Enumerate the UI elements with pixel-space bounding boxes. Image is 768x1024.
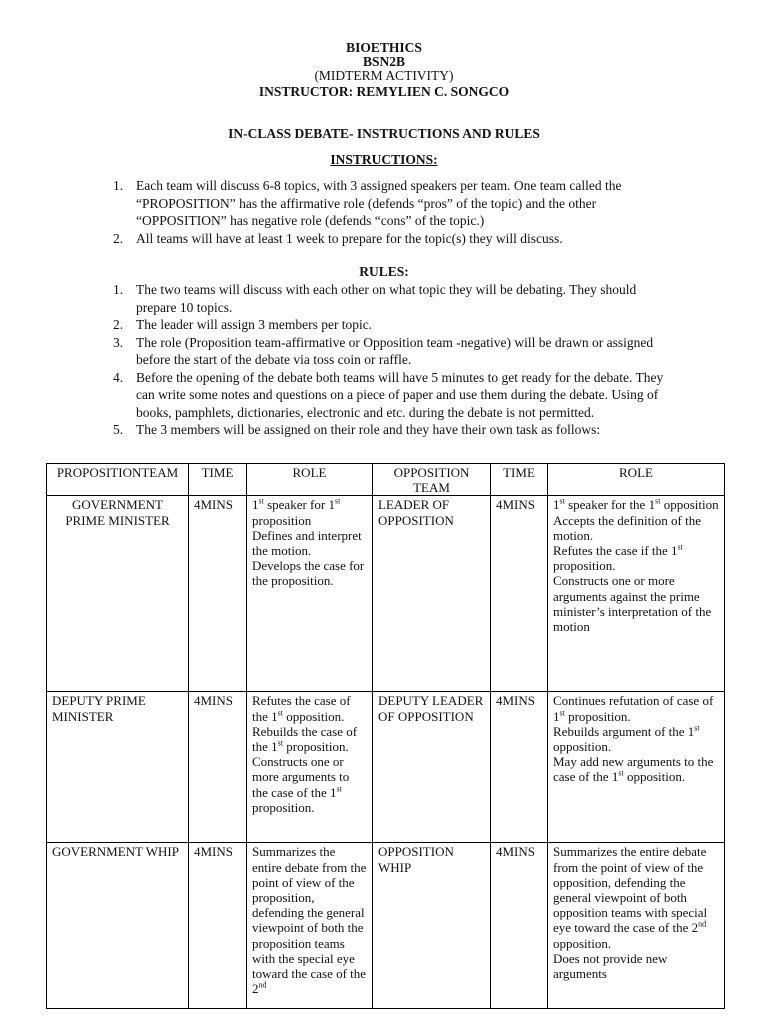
proposition-speaker: GOVERNMENT PRIME MINISTER — [47, 496, 189, 692]
opposition-time: 4MINS — [491, 496, 548, 692]
rules-heading: RULES: — [359, 264, 409, 279]
proposition-time: 4MINS — [189, 496, 247, 692]
rule-item: 2. The leader will assign 3 members per topic. — [113, 317, 373, 332]
instruction-item: 1. Each team will discuss 6-8 topics, with 3 assigned speakers per team. One team called the “PROPOSITION” has the affirmative role (defends “pros” of the topic) and the other “OPPOSITION” has negative role (defends “cons” of the topic.) — [113, 178, 622, 228]
opposition-speaker: DEPUTY LEADER OF OPPOSITION — [373, 692, 491, 843]
column-header: ROLE — [247, 464, 373, 496]
rule-item: 3. The role (Proposition team-affirmative or Opposition team -negative) will be drawn or assigned before the start of the debate via toss coin or raffle. — [113, 334, 654, 367]
instructor-line: INSTRUCTOR: REMYLIEN C. SONGCO — [258, 84, 510, 99]
instruction-text: Each team will discuss 6-8 topics, with 3 assigned speakers per team. One team called the “PROPOSITION” has the affirmative role (defends “pros” of the topic) and the other “OPPOSITION” has negative role (defends “cons” of the topic.) — [136, 178, 622, 228]
column-header: TIME — [491, 464, 548, 496]
rule-text: The two teams will discuss with each other on what topic they will be debating. They should prepare 10 topics. — [136, 282, 637, 315]
column-header: OPPOSITION TEAM — [373, 464, 491, 496]
section-code: BSN2B — [362, 54, 406, 69]
opposition-speaker: LEADER OF OPPOSITION — [373, 496, 491, 692]
proposition-speaker: GOVERNMENT WHIP — [47, 843, 189, 1009]
opposition-time: 4MINS — [491, 843, 548, 1009]
opposition-role: 1st speaker for the 1st opposition Accepts the definition of the motion. Refutes the case if the 1st proposition. Constructs one or more arguments against the prime minister’s interpretation of the motion — [548, 496, 725, 692]
opposition-speaker: OPPOSITION WHIP — [373, 843, 491, 1009]
column-header: TIME — [189, 464, 247, 496]
proposition-time: 4MINS — [189, 843, 247, 1009]
table-row — [47, 692, 725, 843]
instruction-item: 2. All teams will have at least 1 week to prepare for the topic(s) they will discuss. — [113, 230, 563, 246]
instructions-list — [113, 177, 673, 247]
rule-text: The role (Proposition team-affirmative or Opposition team -negative) will be drawn or assigned before the start of the debate via toss coin or raffle. — [136, 334, 654, 367]
table-row — [47, 843, 725, 1009]
rule-item: 4. Before the opening of the debate both teams will have 5 minutes to get ready for the debate. They can write some notes and questions on a piece of paper and use them during the debate. Using of books, pamphlets, dictionaries, electronic and etc. during the debate is not permitted. — [113, 369, 664, 420]
activity-label: (MIDTERM ACTIVITY) — [314, 68, 454, 83]
rule-item: 1. The two teams will discuss with each other on what topic they will be debating. They should prepare 10 topics. — [113, 282, 637, 315]
table-row — [47, 496, 725, 692]
rules-list — [113, 281, 673, 439]
rule-text: The 3 members will be assigned on their role and they have their own task as follows: — [136, 422, 601, 437]
column-header: PROPOSITIONTEAM — [47, 464, 189, 496]
course-title: BIOETHICS — [346, 40, 422, 55]
proposition-role: 1st speaker for 1st proposition Defines and interpret the motion. Develops the case for the proposition. — [247, 496, 373, 692]
proposition-time: 4MINS — [189, 692, 247, 843]
opposition-role: Summarizes the entire debate from the point of view of the opposition, defending the general viewpoint of both opposition teams with special eye toward the case of the 2nd opposition. Does not provide new arguments — [548, 843, 725, 1009]
proposition-role: Refutes the case of the 1st opposition. Rebuilds the case of the 1st proposition. Constructs one or more arguments to the case of the 1st proposition. — [247, 692, 373, 843]
rule-text: The leader will assign 3 members per topic. — [136, 317, 373, 332]
table-header-row — [47, 464, 725, 496]
instructions-heading: INSTRUCTIONS: — [330, 152, 438, 167]
instruction-text: All teams will have at least 1 week to prepare for the topic(s) they will discuss. — [136, 230, 563, 246]
opposition-role: Continues refutation of case of 1st proposition. Rebuilds argument of the 1st opposition. May add new arguments to the case of the 1st opposition. — [548, 692, 725, 843]
proposition-role: Summarizes the entire debate from the point of view of the proposition, defending the general viewpoint of both the proposition teams with the special eye toward the case of the 2nd — [247, 843, 373, 1009]
proposition-speaker: DEPUTY PRIME MINISTER — [47, 692, 189, 843]
debate-roles-table — [46, 463, 725, 1009]
column-header: ROLE — [548, 464, 725, 496]
rule-text: Before the opening of the debate both teams will have 5 minutes to get ready for the debate. They can write some notes and questions on a piece of paper and use them during the debate. Using of books, pamphlets, dictionaries, electronic and etc. during the debate is not permitted. — [136, 369, 664, 420]
opposition-time: 4MINS — [491, 692, 548, 843]
rule-item: 5. The 3 members will be assigned on their role and they have their own task as follows: — [113, 422, 601, 437]
document-title: IN-CLASS DEBATE- INSTRUCTIONS AND RULES — [228, 126, 540, 141]
